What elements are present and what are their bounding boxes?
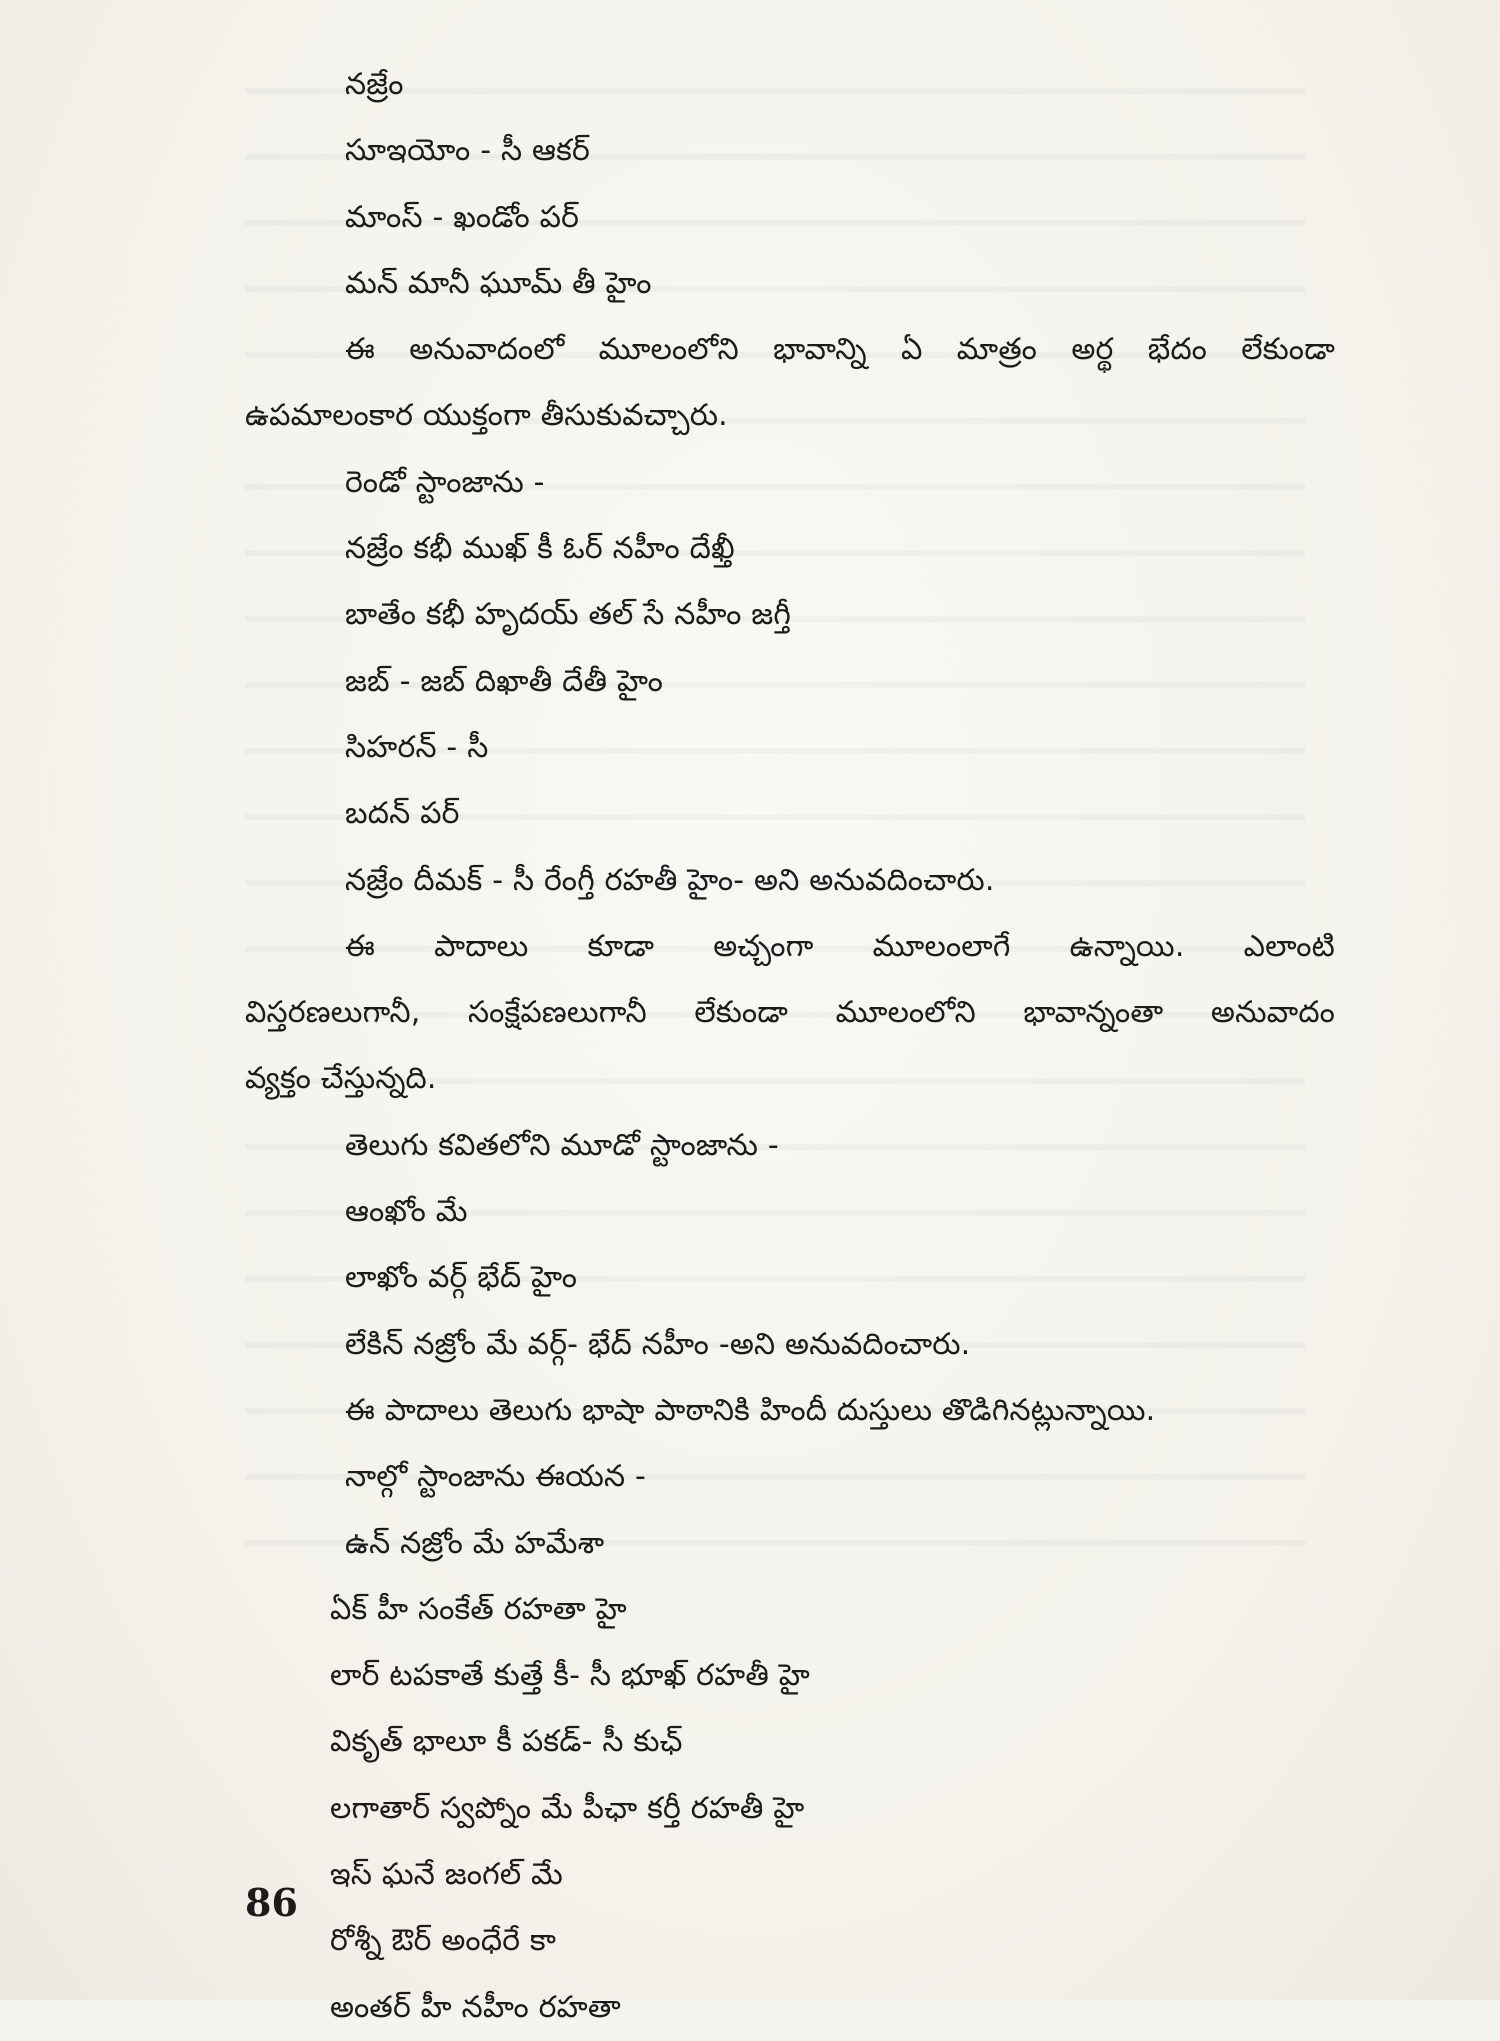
text-line: నజ్రేం దీమక్ - సీ రేంగ్తీ రహతీ హైం- అని అనువదించారు. [345, 862, 995, 898]
text-line: జబ్ - జబ్ దిఖాతీ దేతీ హైం [345, 663, 664, 699]
text-line: మన్ మానీ ఘూమ్ తీ హైం [345, 265, 652, 301]
text-line: బదన్ పర్ [345, 796, 460, 832]
text-line: ఈ అనువాదంలో మూలంలోని భావాన్ని ఏ మాత్రం అర్థ భేదం లేకుండా [345, 332, 1335, 368]
text-line: ఈ పాదాలు తెలుగు భాషా పాఠానికి హిందీ దుస్తులు తొడిగినట్లున్నాయి. [345, 1392, 1156, 1428]
text-line: ఈ పాదాలు కూడా అచ్చంగా మూలంలాగే ఉన్నాయి. ఎలాంటి [345, 928, 1335, 964]
text-line: విస్తరణలుగానీ, సంక్షేపణలుగానీ లేకుండా మూలంలోని భావాన్నంతా అనువాదం [245, 995, 1335, 1031]
text-line: రోశ్నీ ఔర్ అంధేరే కా [330, 1923, 557, 1959]
text-line: లార్ టపకాతే కుత్తే కీ- సీ భూఖ్ రహతీ హై [330, 1658, 810, 1694]
text-line: నాల్గో స్టాంజాను ఈయన - [345, 1459, 647, 1495]
text-line: ఉపమాలంకార యుక్తంగా తీసుకువచ్చారు. [245, 398, 728, 434]
text-line: అంతర్ హీ నహీం రహతా [330, 1989, 621, 2025]
page-text-block [245, 52, 1335, 2041]
text-line: సిహరన్ - సీ [345, 729, 489, 765]
text-line: ఆంఖోం మే [345, 1194, 468, 1230]
text-line: మాంస్ - ఖండోం పర్ [345, 199, 580, 235]
text-line: లేకిన్ నజ్రోం మే వర్గ్- భేద్ నహీం -అని అనువదించారు. [345, 1326, 971, 1362]
text-line: వికృత్ భాలూ కీ పకడ్- సీ కుఛ్ [330, 1724, 683, 1760]
text-line: ఉన్ నజ్రోం మే హమేశా [345, 1525, 605, 1561]
text-line: తెలుగు కవితలోని మూడో స్టాంజాను - [345, 1127, 779, 1163]
text-line: ఇస్ ఘనే జంగల్ మే [330, 1857, 563, 1893]
text-line: నజ్రేం కభీ ముఖ్ కీ ఓర్ నహీం దేఖ్తీ [345, 531, 735, 567]
text-line: ఏక్ హీ సంకేత్ రహతా హై [330, 1591, 627, 1627]
text-line: రెండో స్టాంజాను - [345, 464, 545, 500]
text-line: బాతేం కభీ హృదయ్ తల్ సే నహీం జగ్తీ [345, 597, 792, 633]
text-line: నజ్రేం [345, 67, 404, 102]
page-number: 86 [245, 1880, 298, 1925]
text-line: సూఇయోం - సీ ఆకర్ [345, 133, 590, 169]
text-line: లగాతార్ స్వప్నోం మే పీఛా కర్తీ రహతీ హై [330, 1790, 805, 1826]
text-line: వ్యక్తం చేస్తున్నది. [245, 1061, 437, 1097]
text-line: లాఖోం వర్గ్ భేద్ హైం [345, 1260, 578, 1296]
